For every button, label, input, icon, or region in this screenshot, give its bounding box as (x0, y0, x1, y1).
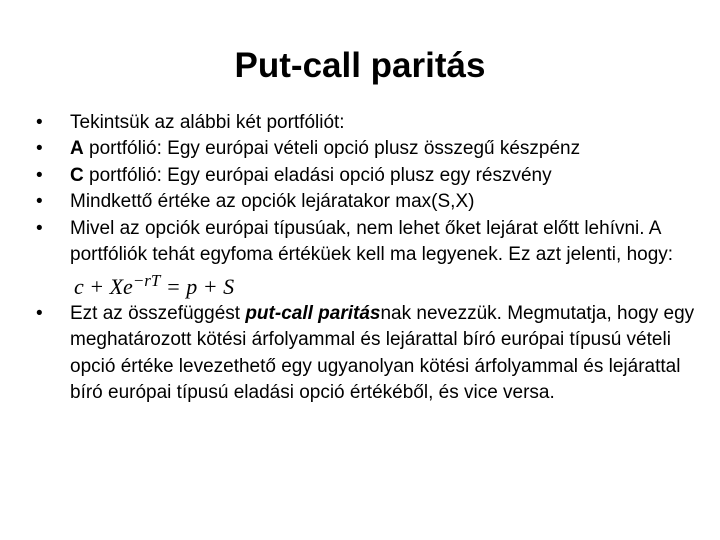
formula-rhs: = p + S (160, 274, 235, 300)
bullet-icon: • (36, 112, 43, 133)
portfolio-letter-c: C (70, 164, 84, 186)
formula-lhs: c + Xe (74, 274, 133, 300)
bullet-icon: • (36, 191, 43, 213)
bullet-text: Mindkettő értéke az opciók lejáratakor max(S,X) (70, 191, 475, 213)
bullet-list (36, 110, 700, 406)
slide-title: Put-call paritás (234, 46, 486, 85)
bullet-icon: • (36, 302, 43, 324)
bullet-text: portfólió: Egy európai eladási opció plusz egy részvény (83, 164, 552, 186)
put-call-formula (74, 268, 234, 300)
bullet-text-after: nak nevezzük. Megmutatja, hogy egy meghatározott kötési árfolyammal és lejárattal bíró európai típusú vételi opció értéke levezethető egy ugyanolyan kötési árfolyammal és lejárattal bíró európai típusú eladási opció értékéből, és vice versa. (70, 302, 695, 404)
formula-exponent: −rT (132, 271, 161, 291)
bullet-item (36, 136, 700, 162)
emphasized-term: put-call paritás (245, 302, 381, 324)
bullet-item (36, 110, 700, 136)
bullet-text: Tekintsük az alábbi két portfóliót: (70, 112, 345, 133)
bullet-item (36, 189, 700, 215)
bullet-item (36, 216, 700, 301)
bullet-item (36, 163, 700, 189)
bullet-icon: • (36, 217, 43, 239)
bullet-icon: • (36, 164, 43, 186)
portfolio-letter-a: A (70, 138, 84, 160)
bullet-icon: • (36, 138, 43, 160)
bullet-item (36, 301, 700, 407)
bullet-text: Mivel az opciók európai típusúak, nem lehet őket lejárat előtt lehívni. A portfóliók tehát egyfoma értéküek kell ma legyenek. Ez azt jelenti, hogy: (70, 217, 674, 266)
bullet-text: portfólió: Egy európai vételi opció plusz összegű készpénz (83, 138, 581, 160)
bullet-text-before: Ezt az összefüggést (70, 302, 246, 324)
